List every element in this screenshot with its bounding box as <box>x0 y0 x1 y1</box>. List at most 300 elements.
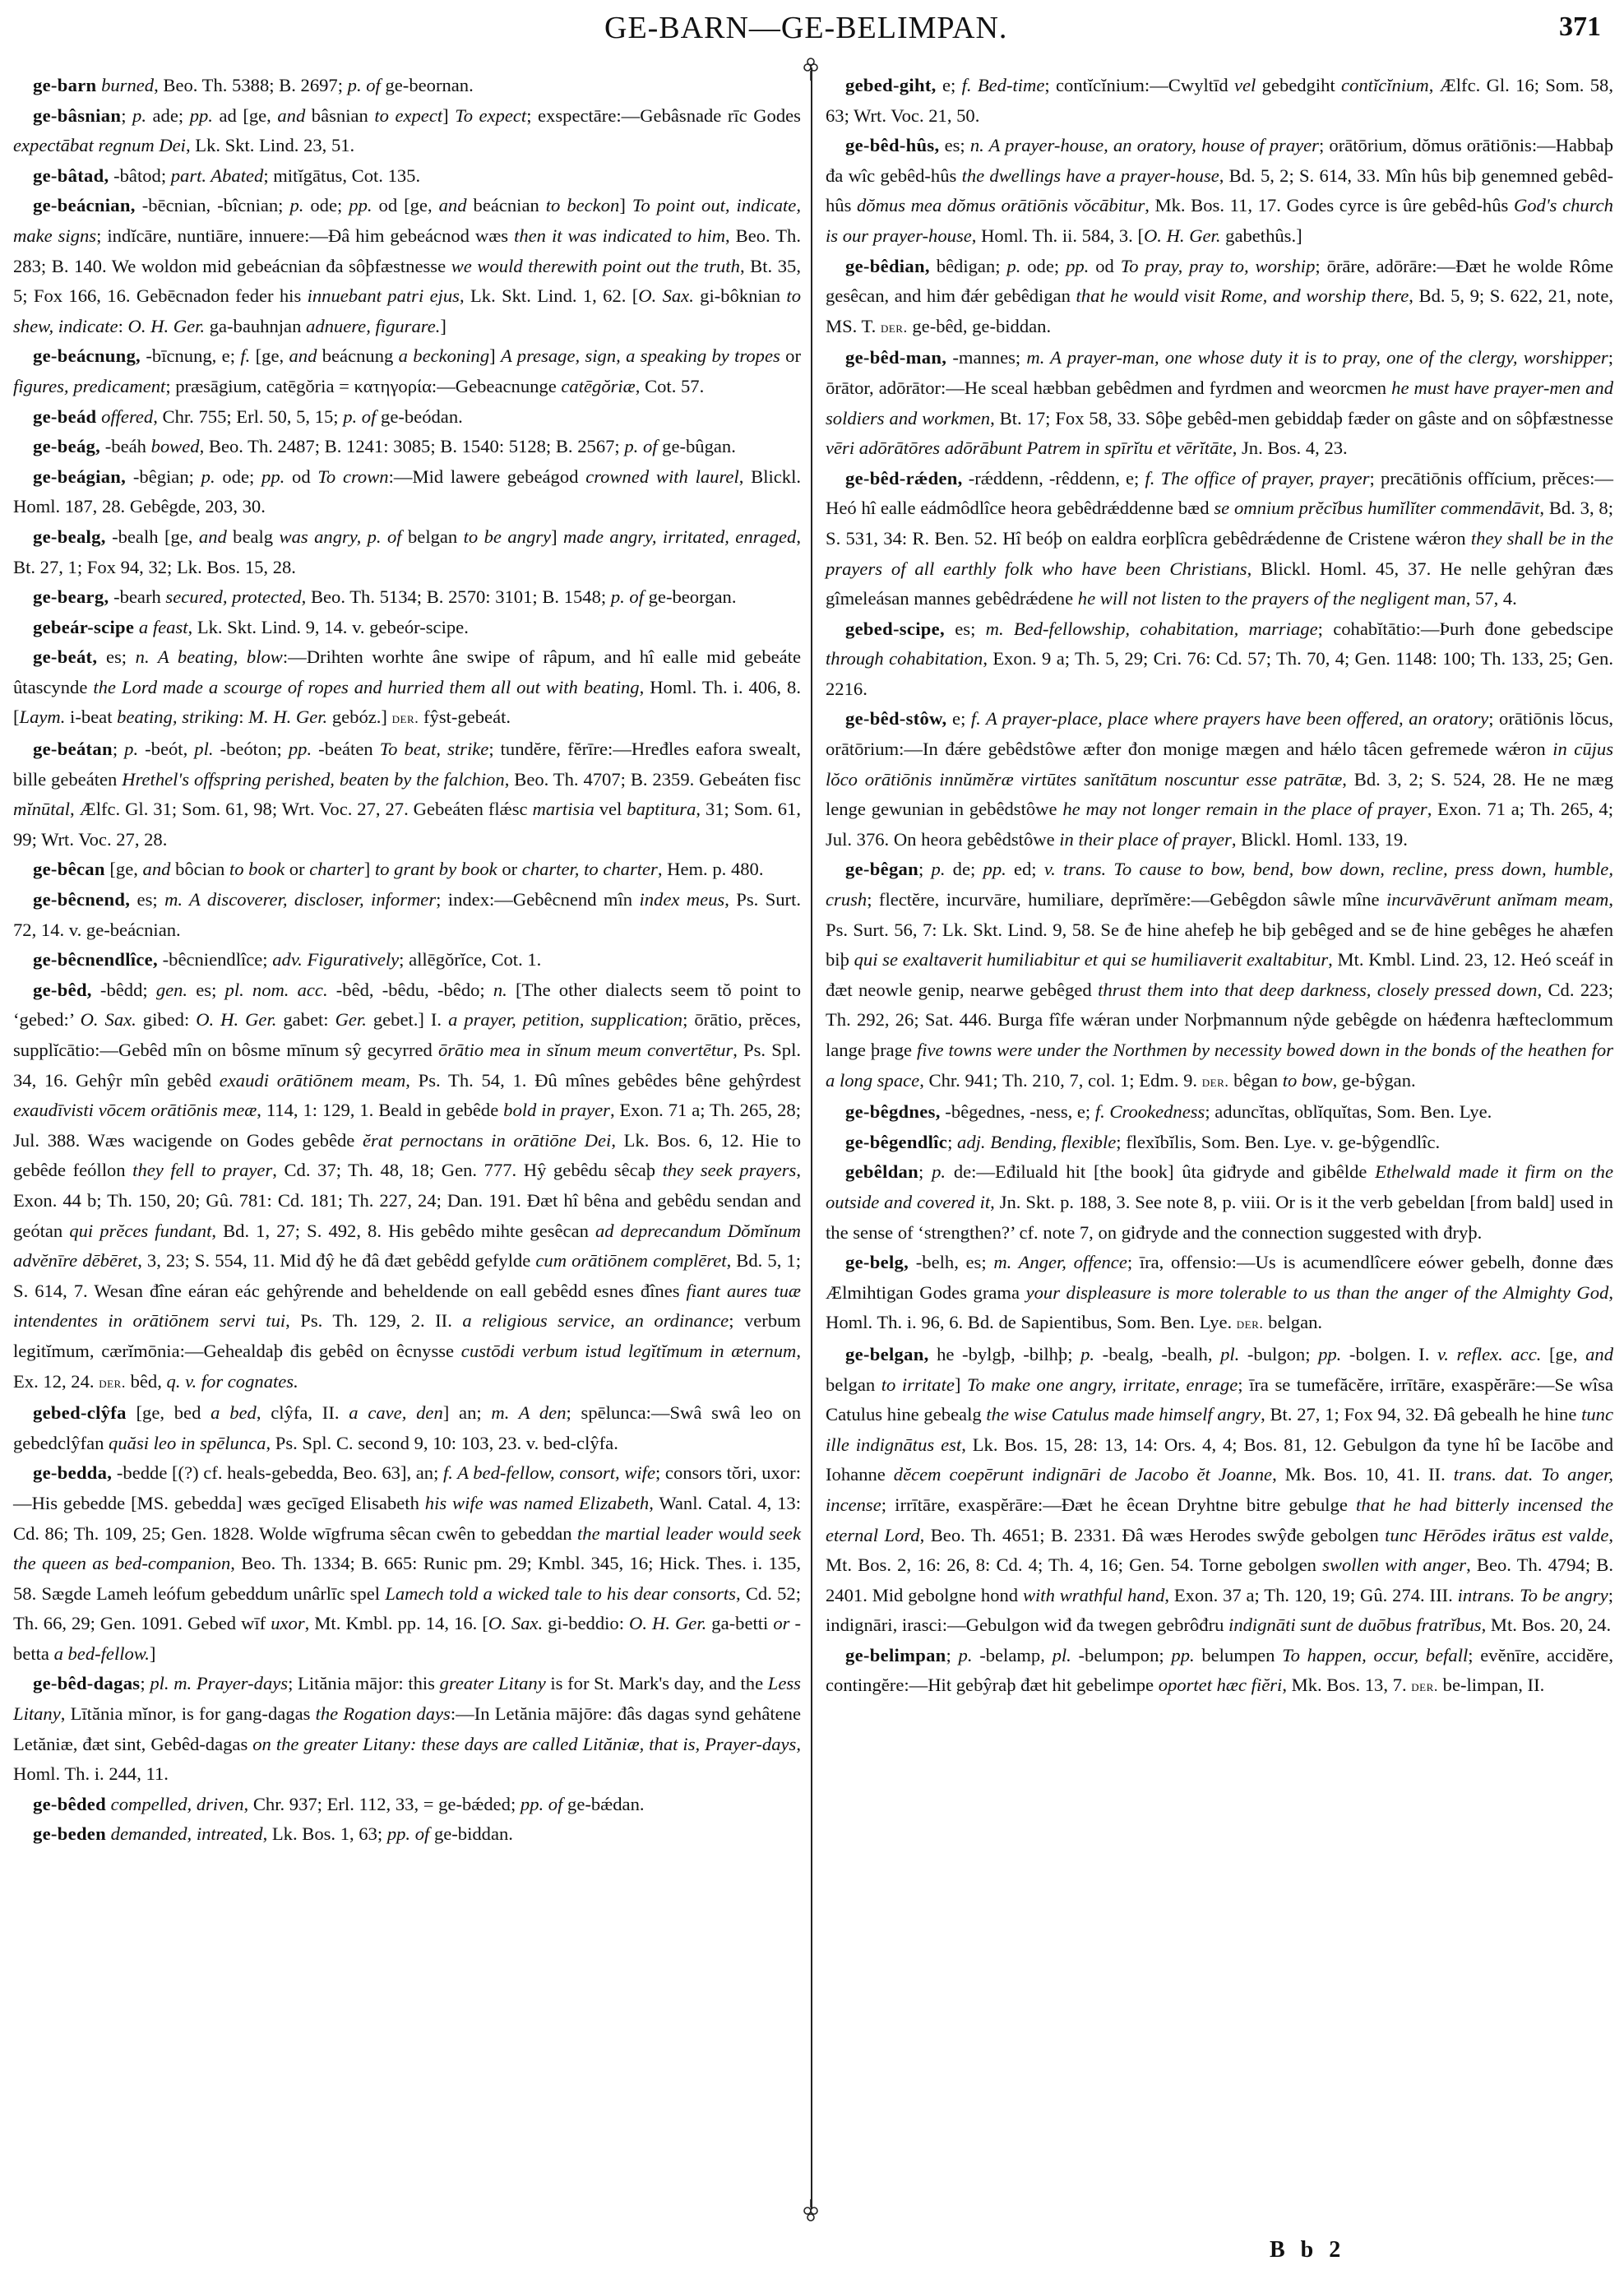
entry-headword: gebed-clŷfa <box>33 1402 127 1424</box>
entry-italic-text: tunc Hērōdes irātus est valde <box>1385 1524 1609 1545</box>
entry-headword: ge-bâsnian <box>33 104 122 126</box>
entry-text: , Lk. Skt. Lind. 9, 14. v. gebeór-scipe. <box>187 616 469 637</box>
entry-italic-text: custōdi verbum istud legĭtĭmum in æternum <box>460 1340 797 1361</box>
entry-italic-text: pp. <box>1318 1343 1342 1364</box>
entry-italic-text: n. A prayer-house, an oratory, house of prayer <box>969 135 1319 156</box>
entry-italic-text: ōrātio mea in sĭnum meum convertētur <box>437 1040 733 1060</box>
entry-italic-text: pp. of <box>520 1793 563 1814</box>
entry-headword: ge-beátan <box>33 739 113 760</box>
signature-mark: B b 2 <box>1270 2237 1346 2263</box>
entry-italic-text: p. of <box>624 436 658 457</box>
entry-headword: gebeár-scipe <box>33 616 135 637</box>
entry-text: , Jn. Bos. 4, 23. <box>1232 438 1348 459</box>
entry-text: , Lk. Skt. Lind. 1, 62. [ <box>459 285 639 307</box>
entry-text: :—In Letănia mājōre: đâs dagas synd gehâtene Letăniæ, đæt sint, Gebêd-dagas <box>13 1703 802 1754</box>
entry-text: : <box>238 706 249 728</box>
entry-text: -bealg, -bealh, <box>1094 1343 1221 1364</box>
entry-italic-text: pp. <box>1171 1644 1195 1665</box>
entry-text: bôcian <box>170 859 229 880</box>
entry-italic-text: qui prĕces fundant <box>69 1220 212 1241</box>
dictionary-entry <box>13 613 801 643</box>
entry-text: es; <box>97 646 136 668</box>
entry-text: -beáh <box>100 436 151 457</box>
dictionary-entry <box>13 1790 801 1820</box>
entry-text: od [ge, <box>372 195 439 216</box>
entry-text: gibed: <box>136 1009 197 1031</box>
entry-italic-text: through cohabitation <box>826 648 983 669</box>
entry-text: ; Litănia mājor: this <box>288 1673 440 1694</box>
entry-headword: ge-bêd-hûs, <box>845 135 940 156</box>
entry-text: od <box>1089 255 1121 276</box>
entry-text: , 57, 4. <box>1465 588 1517 609</box>
entry-italic-text: they fell to prayer <box>132 1160 273 1181</box>
entry-italic-text: f. Crookedness <box>1094 1101 1205 1123</box>
entry-text: ; præsāgium, catēgŏria = κατηγορία:—Gebeacnunge <box>165 375 562 396</box>
dictionary-entry <box>13 945 801 975</box>
entry-italic-text: oportet hæc fiĕri <box>1158 1675 1283 1696</box>
entry-text: ] <box>551 526 564 547</box>
entry-text: or <box>497 859 522 880</box>
entry-text: ; cohabĭtātio:—Þurh đone gebedscipe <box>1317 618 1613 639</box>
entry-text: de; <box>945 859 983 880</box>
entry-text: ge-beorgan. <box>643 586 737 608</box>
entry-italic-text: O. Sax. <box>488 1613 544 1634</box>
entry-text: -rǽddenn, -rêddenn, e; <box>962 467 1145 489</box>
entry-headword: ge-beágian, <box>33 466 127 487</box>
entry-small-caps: der. <box>880 318 908 336</box>
entry-small-caps: der. <box>1236 1315 1264 1333</box>
entry-italic-text: To beat, strike <box>379 739 489 760</box>
entry-italic-text: To pray, pray to, worship <box>1120 255 1316 276</box>
entry-text: , Homl. Th. i. 96, 6. Bd. de Sapientibus, Som. Ben. Lye. <box>826 1281 1613 1333</box>
entry-text: es; <box>187 979 225 1000</box>
entry-small-caps: der. <box>1411 1678 1438 1696</box>
entry-text: , Jn. Skt. p. 188, 3. See note 8, p. viii. Or is it the verb gebeldan [from bald] used in the sense of ‘strengthen?’ cf. note 7, on giđryde and the connection suggested with đryþ. <box>826 1191 1613 1243</box>
entry-text: ; <box>121 104 133 126</box>
entry-italic-text: charter, to charter <box>521 859 658 880</box>
entry-italic-text: offered <box>101 405 154 427</box>
entry-text: ; consors tŏri, uxor:—His gebedde [MS. gebedda] wæs gecīged Elisabeth <box>13 1462 801 1513</box>
entry-text: -beáten <box>312 739 380 760</box>
entry-text: ad [ge, <box>212 104 278 126</box>
entry-text: bêgan <box>1228 1069 1283 1091</box>
entry-italic-text: beating, striking <box>117 706 239 728</box>
entry-italic-text: To make one angry, irritate, enrage <box>966 1374 1238 1395</box>
entry-italic-text: Ethelwald made it firm on the outside and covered it <box>826 1161 1614 1212</box>
entry-text: ge-biddan. <box>429 1823 513 1845</box>
dictionary-entry <box>13 191 801 341</box>
entry-text: , Bd. 5, 1; S. 614, 7. Wesan đîne eáran eác gehŷrende and beheldende on eall gebêdd esnes đînes <box>13 1250 801 1301</box>
entry-italic-text: qui se exaltaverit humiliabitur et qui se humiliaverit exaltabitur <box>854 949 1329 971</box>
entry-text: , Beo. Th. 4707; B. 2359. Gebeáten fisc <box>504 768 801 790</box>
entry-headword: ge-bêd, <box>33 979 92 1000</box>
entry-text: , Beo. Th. 5388; B. 2697; <box>154 75 348 95</box>
entry-headword: ge-bêd-rǽden, <box>845 467 963 489</box>
entry-text: ode; <box>215 466 262 487</box>
entry-text: -bêd, -bêdu, -bêdo; <box>327 979 493 1000</box>
dictionary-entry <box>13 341 801 401</box>
entry-text: ge-beódan. <box>376 405 463 427</box>
entry-italic-text: and <box>277 104 306 126</box>
entry-italic-text: m. Bed-fellowship, cohabitation, marriage <box>985 618 1318 639</box>
entry-italic-text: five towns were under the Northmen by necessity bowed down in the bonds of the heathen for a long space <box>826 1040 1613 1091</box>
entry-italic-text: pp. <box>1066 255 1090 276</box>
entry-text: ; ōrātio, prĕces, supplĭcātio:—Gebêd mîn on bôsme mīnum sŷ gecyrred <box>13 1009 801 1060</box>
entry-italic-text: his wife was named Elizabeth <box>424 1492 650 1513</box>
entry-text: [ge, bed <box>126 1402 211 1424</box>
dictionary-entry <box>13 101 801 161</box>
entry-text: , Homl. Th. i. 244, 11. <box>13 1733 801 1785</box>
entry-text: -bâtod; <box>109 164 171 186</box>
entry-text: ; exspectāre:—Gebâsnade rīc Godes <box>526 104 801 126</box>
entry-italic-text: expectābat regnum Dei <box>13 135 186 156</box>
entry-italic-text: O. H. Ger. <box>196 1009 277 1031</box>
entry-text: is for St. Mark's day, and the <box>545 1673 768 1694</box>
entry-italic-text: To crown <box>317 466 389 487</box>
entry-italic-text: Laym. <box>19 706 66 728</box>
entry-italic-text: indignāti sunt de duōbus fratrĭbus <box>1228 1614 1482 1636</box>
entry-text: -betta <box>13 1613 801 1664</box>
entry-italic-text: a cave, den <box>349 1402 443 1424</box>
entry-italic-text: God's church is our prayer-house <box>826 195 1613 246</box>
entry-italic-text: p. of <box>343 405 377 427</box>
entry-italic-text: m. A discoverer, discloser, informer <box>164 889 437 910</box>
entry-italic-text: that he would visit Rome, and worship there <box>1076 285 1409 307</box>
entry-text: , Bt. 27, 1; Fox 94, 32; Lk. Bos. 15, 28. <box>13 526 801 577</box>
entry-headword: gebed-giht, <box>845 75 937 95</box>
entry-text: es; <box>944 618 986 639</box>
entry-italic-text: part. Abated <box>170 164 264 186</box>
entry-text: , Chr. 937; Erl. 112, 33, = ge-bǽded; <box>243 1793 521 1814</box>
entry-text: , Cot. 57. <box>635 375 705 396</box>
entry-italic-text: cum orātiōnem complēret <box>535 1250 727 1272</box>
entry-text: ; ōrāre, adōrāre:—Đæt he wolde Rôme gesêcan, and him đǽr gebêdigan <box>826 255 1613 307</box>
entry-italic-text: in their place of prayer <box>1059 828 1232 850</box>
entry-italic-text: f. Bed-time <box>961 75 1045 95</box>
entry-italic-text: pl. nom. acc. <box>224 979 328 1000</box>
entry-headword: ge-bêgan <box>845 859 919 880</box>
entry-text: ade; <box>146 104 190 126</box>
entry-headword: ge-bêd-man, <box>845 347 947 368</box>
entry-italic-text: they seek prayers <box>662 1160 797 1181</box>
dictionary-entry <box>13 855 801 885</box>
entry-italic-text: uxor <box>271 1613 305 1634</box>
entry-text: or <box>780 345 801 367</box>
entry-text: ] <box>489 345 502 367</box>
entry-italic-text: pl. m. Prayer-days <box>150 1673 289 1694</box>
entry-headword: ge-bearg, <box>33 586 109 608</box>
entry-text: , Bt. 35, 5; Fox 166, 16. Gebēcnadon feder his <box>13 255 801 307</box>
entry-text: ] <box>149 1642 156 1664</box>
entry-text: , Wanl. Catal. 4, 13: Cd. 86; Th. 109, 25; Gen. 1828. Wolde wīgfruma sêcan cwên to gebeddan <box>13 1492 802 1544</box>
entry-italic-text: p. <box>1006 255 1021 276</box>
dictionary-entry <box>13 1669 801 1789</box>
entry-italic-text: greater Litany <box>439 1673 546 1694</box>
entry-text: , Lk. Bos. 1, 63; <box>262 1823 387 1845</box>
entry-text: ga-bauhnjan <box>205 315 307 336</box>
entry-italic-text: he will not listen to the prayers of the negligent man <box>1077 588 1466 609</box>
entry-text: , Ælfc. Gl. 16; Som. 58, 63; Wrt. Voc. 21, 50. <box>826 75 1614 126</box>
entry-text: ; contĭcĭnium:—Cwyltīd <box>1044 75 1234 95</box>
entry-text: ] <box>619 195 632 216</box>
entry-italic-text: he must have prayer-men and soldiers and workmen <box>826 377 1613 429</box>
entry-text: be-limpan, II. <box>1438 1675 1545 1696</box>
entry-italic-text: and <box>142 859 171 880</box>
entry-italic-text: made angry, irritated, enraged <box>563 526 797 547</box>
entry-text: ; irrītāre, exaspĕrāre:—Đæt he êcean Dryhtne bitre gebulge <box>881 1494 1357 1515</box>
entry-text: , Bd. 1, 27; S. 492, 8. His gebêdo mihte gesêcan <box>211 1220 595 1241</box>
entry-text: , Ps. Spl. 34, 16. Gehŷr mîn gebêd <box>13 1040 802 1091</box>
entry-italic-text: martisia <box>532 799 595 820</box>
entry-text: e; <box>946 708 971 730</box>
entry-text: fŷst-gebeát. <box>419 706 511 728</box>
entry-italic-text: and <box>1585 1343 1613 1364</box>
entry-text: ] <box>442 104 456 126</box>
entry-text: ] an; <box>442 1402 492 1424</box>
entry-text: -mannes; <box>946 347 1027 368</box>
entry-text: ode; <box>1020 255 1066 276</box>
entry-text: -belumpon; <box>1071 1644 1172 1665</box>
entry-text: ; <box>112 739 125 760</box>
dictionary-entry <box>13 161 801 192</box>
entry-text: , Ps. Surt. 56, 7: Lk. Skt. Lind. 9, 58. Se đe hine ahefeþ he biþ gebêged and se đe hine gebêges he ahæfen biþ <box>826 889 1613 971</box>
entry-italic-text: pp. <box>983 859 1006 880</box>
entry-text: , Lk. Skt. Lind. 23, 51. <box>185 135 355 156</box>
entry-text: , Cd. 37; Th. 48, 18; Gen. 777. Hŷ gebêdu sêcaþ <box>272 1160 663 1181</box>
entry-text: ; īra se tumefăcĕre, irrītāre, exaspĕrāre:—Se wîsa Catulus hine gebealg <box>826 1374 1613 1425</box>
entry-text: , Cd. 223; Th. 292, 26; Sat. 446. Burga fîfe wǽran under Norþmannum nŷde gebêgde on hǽđenra hæfteclommum lange þrage <box>826 979 1613 1060</box>
entry-text: , Beo. Th. 283; B. 140. We woldon mid gebeácnian đa sôþfæstnesse <box>13 225 801 276</box>
entry-text: ] <box>363 859 375 880</box>
entry-headword: ge-bêcnend, <box>33 889 131 910</box>
entry-italic-text: pp. <box>349 195 372 216</box>
entry-italic-text: p. <box>201 466 215 487</box>
entry-text: , Beo. Th. 1334; B. 665: Runic pm. 29; Kmbl. 345, 16; Hick. Thes. i. 135, 58. Sægde Lameh leófum gebeddum unârlīc spel <box>13 1553 801 1604</box>
entry-text: , Lk. Bos. 15, 28: 13, 14: Ors. 4, 4; Bos. 81, 12. Gebulgon đa tyne hî be Iacōbe and Iohanne <box>826 1434 1613 1485</box>
entry-italic-text: adv. Figuratively <box>272 949 400 971</box>
entry-text: , Bd. 3, 8; S. 531, 34: R. Ben. 52. Hî beóþ on ealdra eorþlîcra gebêdrǽdenne đe Cristene wǽron <box>826 498 1613 549</box>
entry-text: , Lk. Bos. 6, 12. Hie to gebêde feóllon <box>13 1129 801 1181</box>
entry-headword: ge-beden <box>33 1823 107 1845</box>
entry-text: , Exon. 44 b; Th. 150, 20; Gû. 781: Cd. 181; Th. 227, 24; Dan. 191. Đæt hî bêna and gebêdu sendan and geótan <box>13 1160 801 1241</box>
entry-text: -bearh <box>109 586 166 608</box>
entry-text: , Exon. 71 a; Th. 265, 4; Jul. 376. On heora gebêdstôwe <box>826 799 1613 850</box>
entry-italic-text: p. <box>132 104 146 126</box>
entry-italic-text: we would therewith point out the truth <box>451 255 740 276</box>
entry-italic-text: p. <box>958 1644 973 1665</box>
entry-text: es; <box>939 135 970 156</box>
entry-text: ; spēlunca:—Swâ swâ leo on gebedclŷfan <box>13 1402 801 1453</box>
entry-italic-text: a bed-fellow. <box>53 1642 150 1664</box>
entry-text: , Bd. 3, 2; S. 524, 28. He ne mæg lenge gewunian in gebêdstôwe <box>826 768 1614 820</box>
entry-italic-text: O. Sax. <box>80 1009 136 1031</box>
left-column <box>13 71 801 1850</box>
entry-italic-text: se omnium prĕcĭbus humĭlĭter commendāvit <box>1214 498 1540 519</box>
entry-text: , Blickl. Homl. 133, 19. <box>1231 828 1408 850</box>
dictionary-entry <box>826 464 1613 614</box>
entry-text: , Ps. Th. 129, 2. II. <box>285 1310 463 1332</box>
dictionary-entry <box>826 614 1613 705</box>
entry-italic-text: he may not longer remain in the place of prayer <box>1062 799 1427 820</box>
entry-text: -bīcnung, e; <box>141 345 241 367</box>
entry-text: , Beo. Th. 4794; B. 2401. Mid gebolgne hond <box>826 1554 1613 1605</box>
entry-italic-text: and <box>198 526 227 547</box>
entry-italic-text: a prayer, petition, supplication <box>448 1009 683 1031</box>
dictionary-entry <box>826 1097 1613 1128</box>
entry-text: ; allēgŏrĭce, Cot. 1. <box>399 949 542 971</box>
entry-text: ; verbum legitĭmum, cærĭmōnia:—Gehealdaþ đis gebêd on êcnysse <box>13 1310 801 1361</box>
entry-text: ; indignāri, irasci:—Gebulgon wiđ đa twegen gebrôđru <box>826 1584 1613 1636</box>
entry-italic-text: dŏmus mea dŏmus orātiōnis vŏcābitur <box>857 195 1145 216</box>
entry-headword: ge-bêgendlîc <box>845 1131 948 1152</box>
entry-italic-text: charter <box>309 859 364 880</box>
entry-italic-text: your displeasure is more tolerable to us than the anger of the Almighty God <box>1025 1281 1609 1303</box>
entry-text: , 3, 23; S. 554, 11. Mid đŷ he đâ đæt gebêdd gefylde <box>137 1250 536 1272</box>
entry-headword: ge-bâtad, <box>33 164 109 186</box>
entry-text: belgan <box>401 526 464 547</box>
entry-italic-text: ĕrat pernoctans in orātiōne Dei <box>363 1129 612 1151</box>
entry-italic-text: n. A beating, blow <box>135 646 283 668</box>
entry-text: ge-bǽdan. <box>562 1793 645 1814</box>
entry-italic-text: figures, predicament <box>13 375 166 396</box>
entry-text: belgan <box>826 1374 881 1395</box>
entry-italic-text: vēri adōrātōres adōrābunt Patrem in spīrĭtu et vērĭtāte <box>826 438 1233 459</box>
entry-italic-text: Hrethel's offspring perished, beaten by the falchion <box>122 768 505 790</box>
page-number: 371 <box>1559 12 1601 42</box>
entry-text: de:—Eđiluald hit [the book] ûta giđryde and gibêlde <box>946 1161 1376 1183</box>
dictionary-entry <box>13 885 801 945</box>
entry-text: ed; <box>1006 859 1044 880</box>
entry-text: ; evĕnīre, accidĕre, contingĕre:—Hit gebŷraþ đæt hit gebelimpe <box>826 1644 1613 1696</box>
entry-headword: ge-belg, <box>845 1252 909 1273</box>
entry-text: e; <box>936 75 962 95</box>
entry-headword: ge-bêdian, <box>845 255 930 276</box>
entry-italic-text: p. <box>1080 1343 1095 1364</box>
entry-text: , Chr. 755; Erl. 50, 5, 15; <box>153 405 344 427</box>
entry-italic-text: then it was indicated to him <box>514 225 726 246</box>
entry-text: , 114, 1: 129, 1. Beald in gebêde <box>257 1100 504 1121</box>
entry-text: -bêgian; <box>126 466 201 487</box>
entry-italic-text: f. <box>240 345 251 367</box>
entry-text: beácnung <box>317 345 399 367</box>
entry-italic-text: the martial leader would seek the queen as bed-companion <box>13 1522 801 1574</box>
entry-text: , Mt. Kmbl. Lind. 23, 12. Heó sceáf in đæt neowle genip, nearwe gebêged <box>826 949 1613 1000</box>
entry-text: ; orātiōnis lŏcus, orātōrium:—In đǽre gebêdstôwe æfter đon monige mægen and hǽlo tâcen gefremede wǽron <box>826 708 1614 760</box>
entry-italic-text: contĭcĭnium <box>1341 75 1429 95</box>
entry-italic-text: To expect <box>455 104 527 126</box>
dictionary-entry <box>826 252 1613 344</box>
entry-italic-text: To point out, indicate, make signs <box>13 195 801 246</box>
entry-italic-text: the wise Catulus made himself angry <box>986 1404 1261 1425</box>
entry-text: beácnian <box>466 195 546 216</box>
entry-text: , Ps. Surt. 72, 14. v. ge-beácnian. <box>13 889 802 940</box>
entry-text: bealg <box>226 526 280 547</box>
entry-headword: ge-bêd-dagas <box>33 1673 141 1694</box>
entry-italic-text: the dwellings have a prayer-house <box>961 164 1219 186</box>
entry-italic-text: pp. <box>189 104 213 126</box>
entry-text: [The other dialects seem tŏ point to ‘gebed:’ <box>13 979 801 1031</box>
dictionary-entry <box>826 1340 1613 1641</box>
entry-text: , Blickl. Homl. 187, 28. Gebêgde, 203, 30. <box>13 466 801 517</box>
entry-italic-text: ad deprecandum Dŏmĭnum advĕnīre dēbēret <box>13 1220 801 1272</box>
entry-text: bâsnian <box>305 104 375 126</box>
dictionary-entry <box>826 71 1613 131</box>
entry-headword: ge-belgan, <box>845 1343 929 1364</box>
entry-text: , ge-bŷgan. <box>1332 1069 1416 1091</box>
entry-italic-text: to be angry <box>463 526 552 547</box>
entry-italic-text: O. H. Ger. <box>629 1613 707 1634</box>
entry-italic-text: and <box>438 195 467 216</box>
entry-italic-text: O. Sax. <box>638 285 694 307</box>
entry-italic-text: exaudi orātiōnem meam <box>219 1069 406 1091</box>
entry-text: gi-beddio: <box>543 1613 630 1634</box>
entry-text: -bulgon; <box>1239 1343 1319 1364</box>
entry-text: -bealh [ge, <box>105 526 199 547</box>
dictionary-entry <box>13 402 801 433</box>
entry-text: , Hem. p. 480. <box>657 859 764 880</box>
entry-text: gebóz.] <box>327 706 392 728</box>
entry-small-caps: der. <box>391 710 419 728</box>
entry-italic-text: pl. <box>1220 1343 1240 1364</box>
entry-text: ; <box>947 1131 958 1152</box>
entry-italic-text: O. H. Ger. <box>127 315 206 336</box>
dictionary-entry <box>826 343 1613 463</box>
entry-text: bêdigan; <box>929 255 1007 276</box>
dictionary-entry <box>13 582 801 613</box>
entry-italic-text: they shall be in the prayers of all earthly folk who have been Christians <box>826 527 1613 579</box>
entry-text: he -bylgþ, -bilhþ; <box>928 1343 1081 1364</box>
entry-italic-text: compelled, driven <box>110 1793 244 1814</box>
entry-text: , Mk. Bos. 11, 17. Godes cyrce is ûre gebêd-hûs <box>1145 195 1514 216</box>
dictionary-entry <box>826 1248 1613 1340</box>
entry-text: -bolgen. I. <box>1341 1343 1437 1364</box>
entry-italic-text: to expect <box>374 104 443 126</box>
entry-italic-text: m. A den <box>491 1402 567 1424</box>
entry-italic-text: baptitura <box>627 799 696 820</box>
entry-italic-text: on the greater Litany: these days are called Lităniæ, that is, Prayer-days <box>252 1733 797 1754</box>
entry-italic-text: p. of <box>347 75 381 95</box>
entry-small-caps: der. <box>99 1374 126 1392</box>
running-title: GE-BARN—GE-BELIMPAN. <box>604 11 1008 45</box>
entry-headword: ge-bêded <box>33 1793 107 1814</box>
entry-text: , 31; Som. 61, 99; Wrt. Voc. 27, 28. <box>13 799 801 850</box>
entry-italic-text: To happen, occur, befall <box>1282 1644 1469 1665</box>
entry-italic-text: in cūjus lŏco orātiōnis innŭmĕræ virtūtes sanĭtātum noscuntur esse patrātæ <box>826 739 1613 790</box>
entry-text: ; <box>918 1161 932 1183</box>
entry-text: -belamp, <box>972 1644 1053 1665</box>
entry-italic-text: Less Litany <box>13 1673 801 1725</box>
entry-italic-text: to irritate <box>881 1374 955 1395</box>
column-divider <box>811 67 812 2209</box>
entry-italic-text: exaudīvisti vōcem orātiōnis meæ <box>13 1100 257 1121</box>
entry-italic-text: f. A prayer-place, place where prayers have been offered, an oratory <box>970 708 1489 730</box>
entry-headword: ge-beácnian, <box>33 195 136 216</box>
entry-text: , Homl. Th. ii. 584, 3. [ <box>971 225 1144 246</box>
dictionary-entry <box>13 432 801 462</box>
entry-text: -bedde [(?) cf. heals-gebedda, Beo. 63], an; <box>112 1462 444 1484</box>
entry-text: [ge, <box>1541 1343 1586 1364</box>
entry-headword: gebêldan <box>845 1161 919 1183</box>
entry-italic-text: swollen with anger <box>1322 1554 1467 1576</box>
entry-text: ; aduncĭtas, oblĭquĭtas, Som. Ben. Lye. <box>1205 1101 1492 1123</box>
entry-italic-text: the Rogation days <box>315 1703 451 1725</box>
entry-text: , Ex. 12, 24. <box>13 1340 801 1392</box>
entry-text: ; mitĭgātus, Cot. 135. <box>263 164 421 186</box>
entry-italic-text: burned <box>101 75 155 95</box>
entry-italic-text: v. trans. To cause to bow, bend, bow down, recline, press down, humble, crush <box>826 859 1613 910</box>
entry-text: ] <box>954 1374 967 1395</box>
entry-text: , Bt. 17; Fox 58, 33. Sôþe gebêd-men gebiddaþ fæder on gâste and on sôþfæstnesse <box>990 407 1613 429</box>
